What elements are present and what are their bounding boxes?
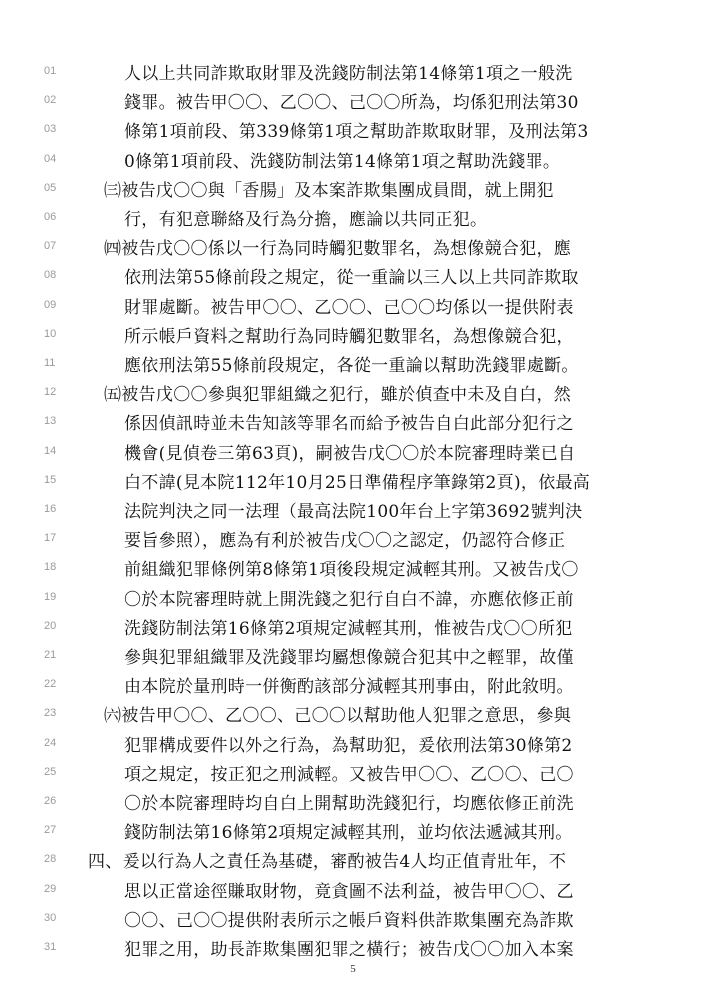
line-text: ㈥被告甲〇〇、乙〇〇、己〇〇以幫助他人犯罪之意思，參與 [104,706,572,727]
line-number: 10 [44,327,57,340]
text-line [0,757,706,786]
line-text: 依刑法第55條前段之規定，從一重論以三人以上共同詐欺取 [124,268,579,289]
text-line [0,523,706,552]
line-text: 所示帳戶資料之幫助行為同時觸犯數罪名，為想像競合犯， [124,326,574,347]
text-line [0,348,706,377]
line-number: 29 [44,882,57,895]
line-number: 03 [44,123,57,136]
line-text: 錢防制法第16條第2項規定減輕其刑，並均依法遞減其刑。 [124,823,573,844]
text-line [0,698,706,727]
text-line [0,903,706,932]
text-line [0,844,706,873]
line-text: ㈢被告戊〇〇與「香腸」及本案詐欺集團成員間，就上開犯 [104,180,554,201]
line-number: 28 [44,853,57,866]
line-number: 15 [44,473,57,486]
text-line [0,932,706,961]
line-text: 前組織犯罪條例第8條第1項後段規定減輕其刑。又被告戊〇 [124,560,579,581]
line-number: 18 [44,561,57,574]
text-line [0,815,706,844]
line-text: 洗錢防制法第16條第2項規定減輕其刑，惟被告戊〇〇所犯 [124,618,573,639]
line-text: 四、爰以行為人之責任為基礎，審酌被告4人均正值青壯年，不 [88,852,567,873]
line-text: 財罪處斷。被告甲〇〇、乙〇〇、己〇〇均係以一提供附表 [124,297,574,318]
line-number: 14 [44,444,57,457]
line-number: 23 [44,707,57,720]
line-text: 〇於本院審理時就上開洗錢之犯行自白不諱，亦應依修正前 [124,589,574,610]
line-text: 要旨參照），應為有利於被告戊〇〇之認定，仍認符合修正 [124,531,566,552]
line-text: 係因偵訊時並未告知該等罪名而給予被告自白此部分犯行之 [124,414,574,435]
line-text: 參與犯罪組織罪及洗錢罪均屬想像競合犯其中之輕罪，故僅 [124,648,574,668]
line-text: ㈤被告戊〇〇參與犯罪組織之犯行，雖於偵查中未及自白，然 [104,385,572,406]
line-number: 09 [44,298,57,311]
line-text: 項之規定，按正犯之刑減輕。又被告甲〇〇、乙〇〇、己〇 [124,764,574,785]
line-number: 02 [44,94,57,107]
text-line [0,231,706,260]
text-line [0,202,706,231]
text-line [0,436,706,465]
text-line [0,173,706,202]
line-text: 白不諱(見本院112年10月25日準備程序筆錄第2頁)，依最高 [124,472,591,493]
line-number: 25 [44,765,57,778]
line-text: 犯罪之用，助長詐欺集團犯罪之橫行；被告戊〇〇加入本案 [124,940,574,960]
line-text: ㈣被告戊〇〇係以一行為同時觸犯數罪名，為想像競合犯，應 [104,239,572,260]
text-line [0,582,706,611]
line-number: 05 [44,181,57,194]
page-number: 5 [350,963,356,975]
line-number: 30 [44,911,57,924]
text-line [0,290,706,319]
text-line [0,786,706,815]
text-line [0,728,706,757]
text-line [0,319,706,348]
line-number: 20 [44,619,57,632]
text-line [0,144,706,173]
text-line [0,640,706,669]
text-line [0,611,706,640]
text-line [0,406,706,435]
line-number: 04 [44,152,57,165]
line-text: 0條第1項前段、洗錢防制法第14條第1項之幫助洗錢罪。 [124,151,561,172]
text-line [0,260,706,289]
line-number: 27 [44,824,57,837]
line-number: 17 [44,532,57,545]
line-number: 06 [44,211,57,223]
text-line [0,494,706,523]
text-line [0,874,706,903]
line-text: 人以上共同詐欺取財罪及洗錢防制法第14條第1項之一般洗 [124,64,573,84]
text-line [0,552,706,581]
line-number: 16 [44,503,57,515]
line-text: 行，有犯意聯絡及行為分擔，應論以共同正犯。 [124,210,488,230]
line-text: 機會(見偵卷三第63頁)，嗣被告戊〇〇於本院審理時業已自 [124,443,576,464]
line-number: 31 [44,941,57,953]
line-text: 〇〇、己〇〇提供附表所示之帳戶資料供詐欺集團充為詐欺 [124,910,574,931]
line-text: 應依刑法第55條前段規定，各從一重論以幫助洗錢罪處斷。 [124,356,579,376]
line-number: 13 [44,415,57,428]
text-line [0,56,706,85]
line-number: 21 [44,649,57,661]
text-line [0,669,706,698]
line-number: 08 [44,269,57,282]
line-number: 24 [44,736,57,749]
line-text: 錢罪。被告甲〇〇、乙〇〇、己〇〇所為，均係犯刑法第30 [124,93,579,114]
line-number: 01 [44,65,57,77]
line-number: 12 [44,386,57,399]
line-text: 條第1項前段、第339條第1項之幫助詐欺取財罪，及刑法第3 [124,122,589,143]
text-line [0,114,706,143]
line-text: 思以正當途徑賺取財物，竟貪圖不法利益，被告甲〇〇、乙 [124,881,574,902]
line-number: 07 [44,240,57,253]
line-number: 22 [44,678,57,691]
line-number: 26 [44,795,57,807]
line-number: 19 [44,590,57,603]
line-text: 犯罪構成要件以外之行為，為幫助犯，爰依刑法第30條第2 [124,735,573,756]
line-number: 11 [44,357,56,369]
text-line [0,377,706,406]
text-line [0,465,706,494]
line-text: 〇於本院審理時均自白上開幫助洗錢犯行，均應依修正前洗 [124,794,574,814]
text-line [0,85,706,114]
line-text: 由本院於量刑時一併衡酌該部分減輕其刑事由，附此敘明。 [124,677,574,698]
line-text: 法院判決之同一法理（最高法院100年台上字第3692號判決 [124,502,583,522]
